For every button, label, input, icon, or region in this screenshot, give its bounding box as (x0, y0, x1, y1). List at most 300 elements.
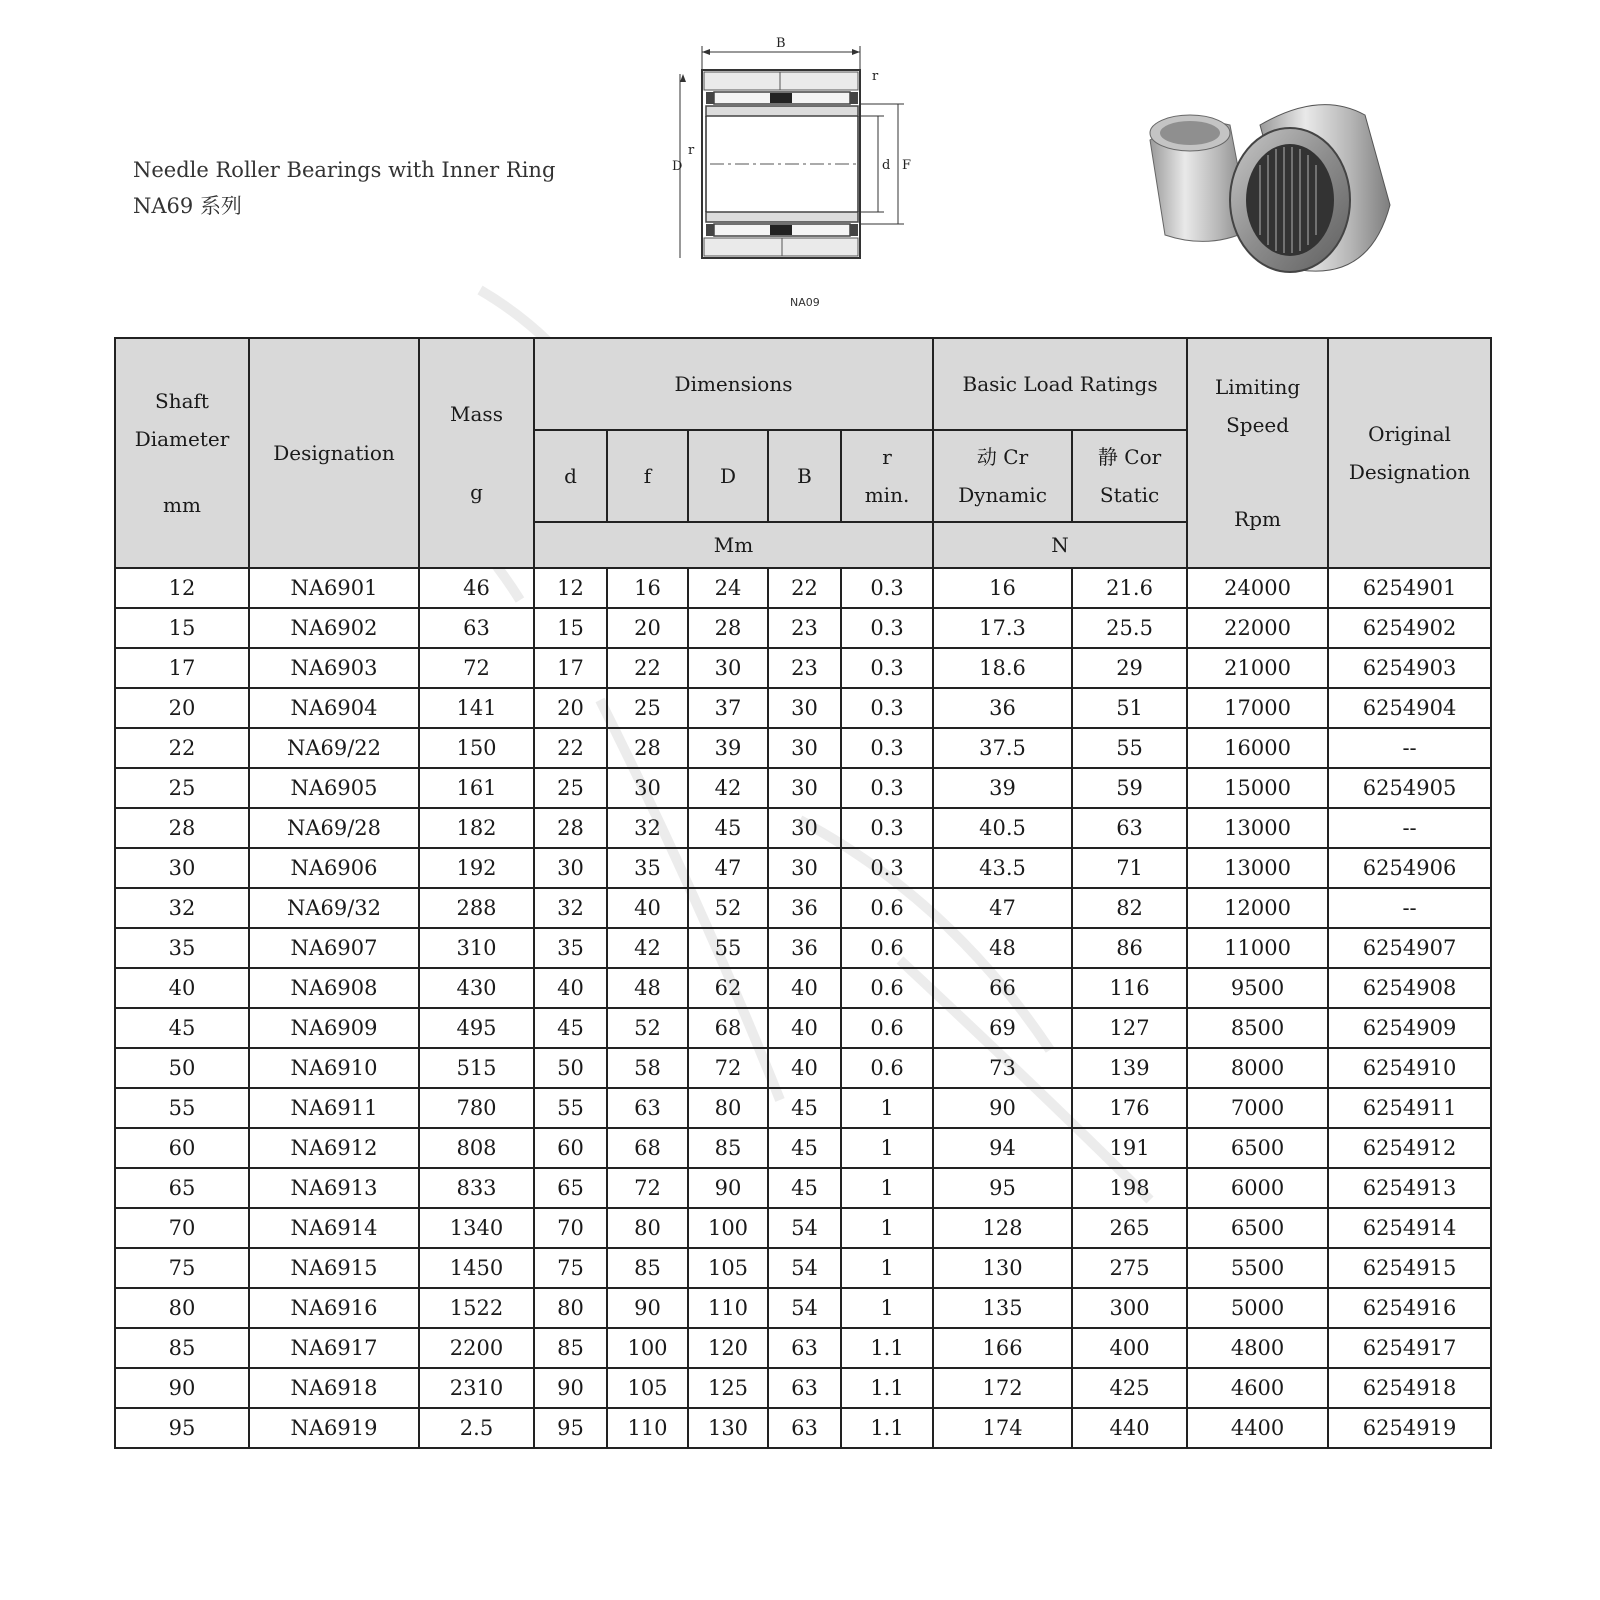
cell-B: 54 (768, 1208, 841, 1248)
cell-f: 30 (607, 768, 688, 808)
cell-d: 80 (534, 1288, 607, 1328)
cell-cr-dynamic: 37.5 (933, 728, 1072, 768)
cell-cr-dynamic: 95 (933, 1168, 1072, 1208)
table-row (115, 1008, 1491, 1048)
cell-original-designation: 6254919 (1328, 1408, 1491, 1448)
cell-B: 23 (768, 608, 841, 648)
table-row (115, 768, 1491, 808)
cell-f: 105 (607, 1368, 688, 1408)
cell-limiting-speed: 6000 (1187, 1168, 1328, 1208)
cell-cor-static: 63 (1072, 808, 1187, 848)
table-row (115, 1168, 1491, 1208)
cell-designation: NA6901 (249, 568, 419, 608)
cell-d: 95 (534, 1408, 607, 1448)
header-designation: Designation (249, 338, 419, 568)
header-f: f (607, 430, 688, 522)
cell-D: 105 (688, 1248, 768, 1288)
cell-D: 80 (688, 1088, 768, 1128)
cell-cr-dynamic: 174 (933, 1408, 1072, 1448)
cell-shaft-diameter: 12 (115, 568, 249, 608)
cell-cor-static: 29 (1072, 648, 1187, 688)
label-r-left: r (688, 143, 695, 158)
table-row (115, 1208, 1491, 1248)
cell-f: 25 (607, 688, 688, 728)
cell-B: 30 (768, 808, 841, 848)
cell-limiting-speed: 6500 (1187, 1128, 1328, 1168)
cell-cor-static: 116 (1072, 968, 1187, 1008)
table-row (115, 928, 1491, 968)
cell-B: 30 (768, 848, 841, 888)
cell-D: 45 (688, 808, 768, 848)
cell-cr-dynamic: 128 (933, 1208, 1072, 1248)
cell-r-min: 0.3 (841, 648, 933, 688)
cell-shaft-diameter: 45 (115, 1008, 249, 1048)
cell-original-designation: 6254918 (1328, 1368, 1491, 1408)
cell-cor-static: 21.6 (1072, 568, 1187, 608)
cell-mass: 808 (419, 1128, 534, 1168)
table-row (115, 1288, 1491, 1328)
cell-designation: NA6912 (249, 1128, 419, 1168)
cell-limiting-speed: 6500 (1187, 1208, 1328, 1248)
cell-D: 47 (688, 848, 768, 888)
cell-original-designation: 6254910 (1328, 1048, 1491, 1088)
cell-designation: NA6919 (249, 1408, 419, 1448)
cell-cr-dynamic: 94 (933, 1128, 1072, 1168)
cell-B: 30 (768, 728, 841, 768)
cell-original-designation: 6254904 (1328, 688, 1491, 728)
table-row (115, 1408, 1491, 1448)
cell-r-min: 0.3 (841, 728, 933, 768)
cell-cor-static: 51 (1072, 688, 1187, 728)
cell-d: 85 (534, 1328, 607, 1368)
cell-shaft-diameter: 50 (115, 1048, 249, 1088)
cell-f: 68 (607, 1128, 688, 1168)
cell-cor-static: 198 (1072, 1168, 1187, 1208)
cell-mass: 1340 (419, 1208, 534, 1248)
cell-D: 72 (688, 1048, 768, 1088)
cell-shaft-diameter: 60 (115, 1128, 249, 1168)
cell-cr-dynamic: 39 (933, 768, 1072, 808)
cell-mass: 495 (419, 1008, 534, 1048)
cell-B: 36 (768, 928, 841, 968)
cell-shaft-diameter: 90 (115, 1368, 249, 1408)
cell-mass: 72 (419, 648, 534, 688)
label-B: B (776, 36, 786, 51)
cell-mass: 833 (419, 1168, 534, 1208)
cell-original-designation: 6254916 (1328, 1288, 1491, 1328)
cell-D: 85 (688, 1128, 768, 1168)
cell-D: 55 (688, 928, 768, 968)
cell-D: 100 (688, 1208, 768, 1248)
header-r-min: r min. (841, 430, 933, 522)
cell-shaft-diameter: 55 (115, 1088, 249, 1128)
cell-r-min: 0.3 (841, 768, 933, 808)
cell-original-designation: 6254917 (1328, 1328, 1491, 1368)
cell-r-min: 1 (841, 1088, 933, 1128)
cell-cor-static: 265 (1072, 1208, 1187, 1248)
header-mass: Mass g (419, 338, 534, 568)
cell-limiting-speed: 5000 (1187, 1288, 1328, 1328)
cell-mass: 780 (419, 1088, 534, 1128)
cell-cor-static: 82 (1072, 888, 1187, 928)
label-D: D (672, 159, 683, 174)
cell-D: 110 (688, 1288, 768, 1328)
cell-mass: 161 (419, 768, 534, 808)
cell-limiting-speed: 5500 (1187, 1248, 1328, 1288)
diagram-caption: NA09 (790, 296, 820, 309)
cell-r-min: 0.6 (841, 1008, 933, 1048)
cell-d: 17 (534, 648, 607, 688)
cell-D: 52 (688, 888, 768, 928)
cell-D: 28 (688, 608, 768, 648)
cell-cr-dynamic: 66 (933, 968, 1072, 1008)
cell-r-min: 1 (841, 1168, 933, 1208)
cell-D: 120 (688, 1328, 768, 1368)
cell-B: 40 (768, 1008, 841, 1048)
cell-cr-dynamic: 90 (933, 1088, 1072, 1128)
cell-D: 90 (688, 1168, 768, 1208)
cell-original-designation: 6254913 (1328, 1168, 1491, 1208)
cell-B: 45 (768, 1128, 841, 1168)
cell-shaft-diameter: 22 (115, 728, 249, 768)
header-D: D (688, 430, 768, 522)
cell-limiting-speed: 4400 (1187, 1408, 1328, 1448)
cell-cr-dynamic: 36 (933, 688, 1072, 728)
cell-d: 55 (534, 1088, 607, 1128)
table-row (115, 1128, 1491, 1168)
label-F: F (902, 158, 912, 173)
cell-original-designation: 6254906 (1328, 848, 1491, 888)
cell-r-min: 0.3 (841, 568, 933, 608)
cell-cr-dynamic: 16 (933, 568, 1072, 608)
cell-mass: 310 (419, 928, 534, 968)
cell-D: 62 (688, 968, 768, 1008)
cell-r-min: 0.3 (841, 808, 933, 848)
cell-cor-static: 425 (1072, 1368, 1187, 1408)
cell-designation: NA6907 (249, 928, 419, 968)
cell-limiting-speed: 12000 (1187, 888, 1328, 928)
cell-designation: NA6918 (249, 1368, 419, 1408)
header-original-designation: Original Designation (1328, 338, 1491, 568)
cell-D: 125 (688, 1368, 768, 1408)
table-row (115, 1048, 1491, 1088)
label-d: d (882, 158, 891, 173)
cell-shaft-diameter: 65 (115, 1168, 249, 1208)
cell-f: 32 (607, 808, 688, 848)
cell-original-designation: 6254912 (1328, 1128, 1491, 1168)
cell-cor-static: 191 (1072, 1128, 1187, 1168)
cell-original-designation: 6254911 (1328, 1088, 1491, 1128)
cell-B: 63 (768, 1408, 841, 1448)
cell-original-designation: 6254902 (1328, 608, 1491, 648)
cell-r-min: 1 (841, 1288, 933, 1328)
cell-cr-dynamic: 73 (933, 1048, 1072, 1088)
cell-limiting-speed: 4600 (1187, 1368, 1328, 1408)
cell-B: 45 (768, 1168, 841, 1208)
table-header (115, 338, 1491, 568)
cell-mass: 2.5 (419, 1408, 534, 1448)
bearing-cross-section-diagram (672, 32, 930, 277)
cell-mass: 430 (419, 968, 534, 1008)
cell-shaft-diameter: 35 (115, 928, 249, 968)
table-body (115, 568, 1491, 1448)
cell-f: 35 (607, 848, 688, 888)
table-row (115, 808, 1491, 848)
cell-f: 110 (607, 1408, 688, 1448)
cell-f: 40 (607, 888, 688, 928)
cell-r-min: 1.1 (841, 1328, 933, 1368)
cell-mass: 2200 (419, 1328, 534, 1368)
cell-shaft-diameter: 20 (115, 688, 249, 728)
cell-B: 40 (768, 1048, 841, 1088)
cell-B: 40 (768, 968, 841, 1008)
cell-r-min: 0.6 (841, 1048, 933, 1088)
cell-D: 68 (688, 1008, 768, 1048)
cell-f: 72 (607, 1168, 688, 1208)
cell-shaft-diameter: 32 (115, 888, 249, 928)
cell-designation: NA6909 (249, 1008, 419, 1048)
cell-cor-static: 275 (1072, 1248, 1187, 1288)
cell-designation: NA6910 (249, 1048, 419, 1088)
cell-cr-dynamic: 130 (933, 1248, 1072, 1288)
cell-mass: 141 (419, 688, 534, 728)
cell-designation: NA6911 (249, 1088, 419, 1128)
cell-shaft-diameter: 70 (115, 1208, 249, 1248)
cell-cor-static: 300 (1072, 1288, 1187, 1328)
spec-table (114, 337, 1492, 1449)
cell-designation: NA6916 (249, 1288, 419, 1328)
cell-f: 85 (607, 1248, 688, 1288)
cell-B: 63 (768, 1368, 841, 1408)
cell-D: 42 (688, 768, 768, 808)
header-shaft-diameter: Shaft Diameter mm (115, 338, 249, 568)
cell-D: 30 (688, 648, 768, 688)
cell-original-designation: 6254907 (1328, 928, 1491, 968)
cell-D: 39 (688, 728, 768, 768)
cell-cr-dynamic: 18.6 (933, 648, 1072, 688)
cell-B: 30 (768, 768, 841, 808)
cell-cr-dynamic: 40.5 (933, 808, 1072, 848)
table-row (115, 968, 1491, 1008)
cell-designation: NA6908 (249, 968, 419, 1008)
cell-f: 42 (607, 928, 688, 968)
cell-cor-static: 400 (1072, 1328, 1187, 1368)
header-load-ratings: Basic Load Ratings (933, 338, 1187, 430)
cell-designation: NA69/28 (249, 808, 419, 848)
cell-shaft-diameter: 95 (115, 1408, 249, 1448)
cell-shaft-diameter: 25 (115, 768, 249, 808)
cell-cr-dynamic: 17.3 (933, 608, 1072, 648)
cell-designation: NA6913 (249, 1168, 419, 1208)
cell-r-min: 1 (841, 1248, 933, 1288)
cell-r-min: 1 (841, 1208, 933, 1248)
cell-original-designation: 6254914 (1328, 1208, 1491, 1248)
table-row (115, 648, 1491, 688)
cell-original-designation: -- (1328, 728, 1491, 768)
header-dimensions-unit: Mm (534, 522, 933, 568)
cell-d: 45 (534, 1008, 607, 1048)
cell-cor-static: 55 (1072, 728, 1187, 768)
table-row (115, 688, 1491, 728)
cell-f: 20 (607, 608, 688, 648)
cell-mass: 1450 (419, 1248, 534, 1288)
cell-designation: NA6906 (249, 848, 419, 888)
cell-f: 16 (607, 568, 688, 608)
cell-mass: 150 (419, 728, 534, 768)
header-dimensions: Dimensions (534, 338, 933, 430)
cell-limiting-speed: 7000 (1187, 1088, 1328, 1128)
table-row (115, 568, 1491, 608)
cell-d: 12 (534, 568, 607, 608)
cell-d: 65 (534, 1168, 607, 1208)
table-row (115, 848, 1491, 888)
cell-designation: NA6914 (249, 1208, 419, 1248)
cell-cor-static: 86 (1072, 928, 1187, 968)
cell-r-min: 1.1 (841, 1368, 933, 1408)
cell-B: 45 (768, 1088, 841, 1128)
header-cor-static: 静 Cor Static (1072, 430, 1187, 522)
cell-f: 90 (607, 1288, 688, 1328)
cell-D: 130 (688, 1408, 768, 1448)
cell-cr-dynamic: 172 (933, 1368, 1072, 1408)
cell-designation: NA6905 (249, 768, 419, 808)
cell-original-designation: 6254903 (1328, 648, 1491, 688)
cell-cr-dynamic: 166 (933, 1328, 1072, 1368)
table-row (115, 1328, 1491, 1368)
cell-f: 58 (607, 1048, 688, 1088)
table-row (115, 1088, 1491, 1128)
cell-d: 15 (534, 608, 607, 648)
series-title: NA69 系列 (133, 194, 242, 218)
bearing-photo (1150, 85, 1430, 285)
cell-d: 32 (534, 888, 607, 928)
cell-cr-dynamic: 69 (933, 1008, 1072, 1048)
table-row (115, 608, 1491, 648)
cell-designation: NA6915 (249, 1248, 419, 1288)
cell-designation: NA69/32 (249, 888, 419, 928)
cell-mass: 192 (419, 848, 534, 888)
cell-d: 25 (534, 768, 607, 808)
table-row (115, 1368, 1491, 1408)
cell-shaft-diameter: 75 (115, 1248, 249, 1288)
cell-original-designation: -- (1328, 888, 1491, 928)
cell-r-min: 1.1 (841, 1408, 933, 1448)
cell-cor-static: 59 (1072, 768, 1187, 808)
cell-original-designation: 6254915 (1328, 1248, 1491, 1288)
cell-limiting-speed: 8500 (1187, 1008, 1328, 1048)
cell-B: 63 (768, 1328, 841, 1368)
cell-d: 70 (534, 1208, 607, 1248)
cell-shaft-diameter: 85 (115, 1328, 249, 1368)
cell-r-min: 0.3 (841, 688, 933, 728)
cell-limiting-speed: 15000 (1187, 768, 1328, 808)
cell-limiting-speed: 13000 (1187, 848, 1328, 888)
cell-r-min: 0.3 (841, 608, 933, 648)
cell-original-designation: 6254908 (1328, 968, 1491, 1008)
cell-designation: NA6903 (249, 648, 419, 688)
cell-B: 36 (768, 888, 841, 928)
cell-mass: 288 (419, 888, 534, 928)
cell-cor-static: 139 (1072, 1048, 1187, 1088)
cell-cor-static: 440 (1072, 1408, 1187, 1448)
cell-limiting-speed: 11000 (1187, 928, 1328, 968)
cell-original-designation: 6254905 (1328, 768, 1491, 808)
cell-f: 63 (607, 1088, 688, 1128)
cell-d: 30 (534, 848, 607, 888)
header-load-unit: N (933, 522, 1187, 568)
cell-d: 28 (534, 808, 607, 848)
cell-d: 20 (534, 688, 607, 728)
cell-d: 40 (534, 968, 607, 1008)
cell-f: 80 (607, 1208, 688, 1248)
cell-limiting-speed: 9500 (1187, 968, 1328, 1008)
table-row (115, 1248, 1491, 1288)
cell-cr-dynamic: 48 (933, 928, 1072, 968)
cell-B: 23 (768, 648, 841, 688)
cell-f: 22 (607, 648, 688, 688)
cell-r-min: 0.6 (841, 888, 933, 928)
cell-mass: 2310 (419, 1368, 534, 1408)
title-block (133, 152, 555, 224)
cell-mass: 1522 (419, 1288, 534, 1328)
cell-f: 28 (607, 728, 688, 768)
cell-original-designation: -- (1328, 808, 1491, 848)
cell-d: 35 (534, 928, 607, 968)
cell-d: 60 (534, 1128, 607, 1168)
cell-cr-dynamic: 43.5 (933, 848, 1072, 888)
cell-r-min: 0.3 (841, 848, 933, 888)
cell-cor-static: 25.5 (1072, 608, 1187, 648)
cell-d: 50 (534, 1048, 607, 1088)
cell-designation: NA6902 (249, 608, 419, 648)
table-row (115, 888, 1491, 928)
cell-shaft-diameter: 17 (115, 648, 249, 688)
header-cr-dynamic: 动 Cr Dynamic (933, 430, 1072, 522)
cell-designation: NA69/22 (249, 728, 419, 768)
cell-B: 54 (768, 1248, 841, 1288)
cell-D: 24 (688, 568, 768, 608)
table-row (115, 728, 1491, 768)
cell-original-designation: 6254909 (1328, 1008, 1491, 1048)
label-r-top: r (872, 69, 879, 84)
cell-d: 22 (534, 728, 607, 768)
cell-designation: NA6917 (249, 1328, 419, 1368)
cell-cor-static: 176 (1072, 1088, 1187, 1128)
header-B: B (768, 430, 841, 522)
cell-shaft-diameter: 30 (115, 848, 249, 888)
cell-mass: 182 (419, 808, 534, 848)
cell-cor-static: 127 (1072, 1008, 1187, 1048)
cell-d: 75 (534, 1248, 607, 1288)
cell-shaft-diameter: 28 (115, 808, 249, 848)
cell-limiting-speed: 22000 (1187, 608, 1328, 648)
cell-B: 22 (768, 568, 841, 608)
cell-r-min: 1 (841, 1128, 933, 1168)
cell-mass: 63 (419, 608, 534, 648)
product-title: Needle Roller Bearings with Inner Ring (133, 158, 556, 182)
cell-limiting-speed: 13000 (1187, 808, 1328, 848)
cell-f: 48 (607, 968, 688, 1008)
cell-f: 100 (607, 1328, 688, 1368)
cell-limiting-speed: 4800 (1187, 1328, 1328, 1368)
cell-limiting-speed: 21000 (1187, 648, 1328, 688)
cell-D: 37 (688, 688, 768, 728)
cell-r-min: 0.6 (841, 968, 933, 1008)
cell-r-min: 0.6 (841, 928, 933, 968)
header-d: d (534, 430, 607, 522)
cell-limiting-speed: 8000 (1187, 1048, 1328, 1088)
cell-shaft-diameter: 15 (115, 608, 249, 648)
